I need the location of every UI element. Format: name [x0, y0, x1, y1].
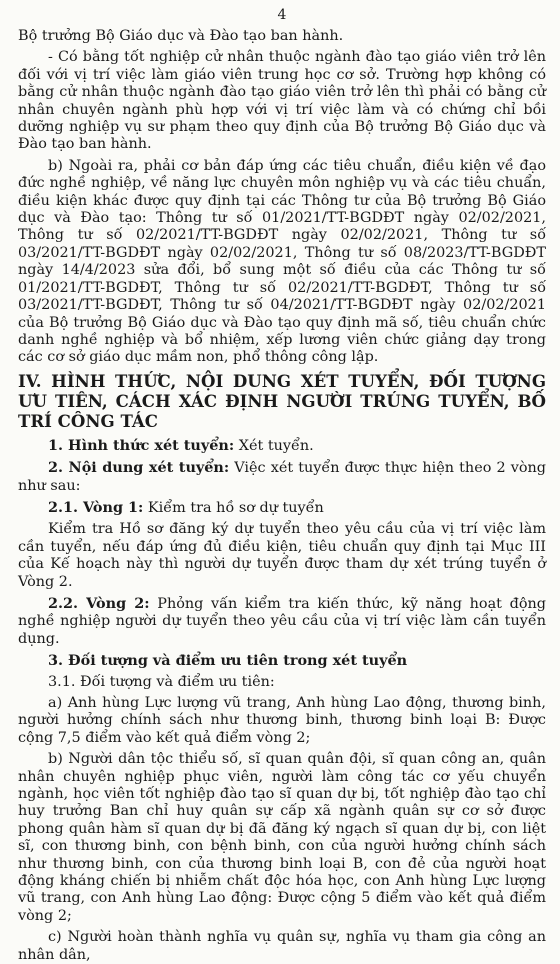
item-round-1 [18, 499, 546, 517]
item-recruitment-form [18, 437, 546, 455]
paragraph-additional-standards: b) Ngoài ra, phải cơ bản đáp ứng các tiêu chuẩn, điều kiện về đạo đức nghề nghiệp, về năng lực chuyên môn nghiệp vụ và các tiêu chuẩn, điều kiện khác được quy định tại các Thông tư của Bộ trưởng Bộ Giáo dục và Đào tạo: Thông tư số 01/2021/TT-BGDĐT ngày 02/02/2021, Thông tư số 02/2021/TT-BGDĐT ngày 02/02/2021, Thông tư số 03/2021/TT-BGDĐT ngày 02/02/2021, Thông tư số 08/2023/TT-BGDĐT ngày 14/4/2023 sửa đổi, bổ sung một số điều của các Thông tư số 01/2021/TT-BGDĐT, Thông tư số 02/2021/TT-BGDĐT, Thông tư số 03/2021/TT-BGDĐT, Thông tư số 04/2021/TT-BGDĐT ngày 02/02/2021 của Bộ trưởng Bộ Giáo dục và Đào tạo quy định mã số, tiêu chuẩn chức danh nghề nghiệp và bổ nhiệm, xếp lương viên chức giảng dạy trong các cơ sở giáo dục mầm non, phổ thông công lập. [18, 157, 546, 366]
paragraph-priority-a: a) Anh hùng Lực lượng vũ trang, Anh hùng Lao động, thương binh, người hưởng chính sách như thương binh, thương binh loại B: Được cộng 7,5 điểm vào kết quả điểm vòng 2; [18, 695, 546, 746]
item-text: Việc xét tuyển được thực hiện theo 2 vòng như sau: [18, 460, 546, 494]
paragraph-round-1-detail: Kiểm tra Hồ sơ đăng ký dự tuyển theo yêu cầu của vị trí việc làm cần tuyển, nếu đáp ứng đủ điều kiện, tiêu chuẩn quy định tại Mục III của Kế hoạch này thì người dự tuyển được tham dự xét trúng tuyển ở Vòng 2. [18, 521, 546, 590]
item-priority-subjects: 3. Đối tượng và điểm ưu tiên trong xét tuyển [48, 652, 408, 670]
item-label: 1. Hình thức xét tuyển: [48, 436, 235, 454]
item-text: Phỏng vấn kiểm tra kiến thức, kỹ năng hoạt động nghề nghiệp người dự tuyển theo yêu cầu của vị trí việc làm cần tuyển dụng. [18, 595, 546, 647]
paragraph-priority-b: b) Người dân tộc thiểu số, sĩ quan quân đội, sĩ quan công an, quân nhân chuyên nghiệp phục viên, người làm công tác cơ yếu chuyển ngành, học viên tốt nghiệp đào tạo sĩ quan dự bị, tốt nghiệp đào tạo chỉ huy trưởng Ban chỉ huy quân sự cấp xã ngành quân sự cơ sở được phong quân hàm sĩ quan dự bị đã đăng ký ngạch sĩ quan dự bị, con liệt sĩ, con thương binh, con bệnh binh, con của người hưởng chính sách như thương binh, con của thương binh loại B, con đẻ của người hoạt động kháng chiến bị nhiễm chất độc hóa học, con Anh hùng Lực lượng vũ trang, con Anh hùng Lao động: Được cộng 5 điểm vào kết quả điểm vòng 2; [18, 751, 546, 924]
item-label: 2.1. Vòng 1: [48, 498, 144, 516]
item-label: 2. Nội dung xét tuyển: [48, 459, 230, 477]
paragraph-bachelor-degree: - Có bằng tốt nghiệp cử nhân thuộc ngành đào tạo giáo viên trở lên đối với vị trí việc làm giáo viên trung học cơ sở. Trường hợp không có bằng cử nhân thuộc ngành đào tạo giáo viên trở lên thì phải có bằng cử nhân chuyên ngành phù hợp với vị trí việc làm và có chứng chỉ bồi dưỡng nghiệp vụ sư phạm theo quy định của Bộ trưởng Bộ Giáo dục và Đào tạo ban hành. [18, 49, 546, 153]
page-number: 4 [277, 7, 287, 23]
paragraph-continuation: Bộ trưởng Bộ Giáo dục và Đào tạo ban hành. [18, 28, 344, 44]
item-label: 2.2. Vòng 2: [48, 594, 150, 612]
item-round-2 [18, 595, 546, 648]
item-recruitment-content [18, 459, 546, 495]
item-text: Xét tuyển. [234, 437, 314, 454]
item-text: Kiểm tra hồ sơ dự tuyển [143, 499, 324, 516]
paragraph-priority-c: c) Người hoàn thành nghĩa vụ quân sự, nghĩa vụ tham gia công an nhân dân, [18, 929, 546, 963]
item-priority-points: 3.1. Đối tượng và điểm ưu tiên: [48, 673, 275, 690]
section-heading-iv: IV. HÌNH THỨC, NỘI DUNG XÉT TUYỂN, ĐỐI TƯỢNG ƯU TIÊN, CÁCH XÁC ĐỊNH NGƯỜI TRÚNG TUYỂN, BỐ TRÍ CÔNG TÁC [18, 370, 546, 431]
